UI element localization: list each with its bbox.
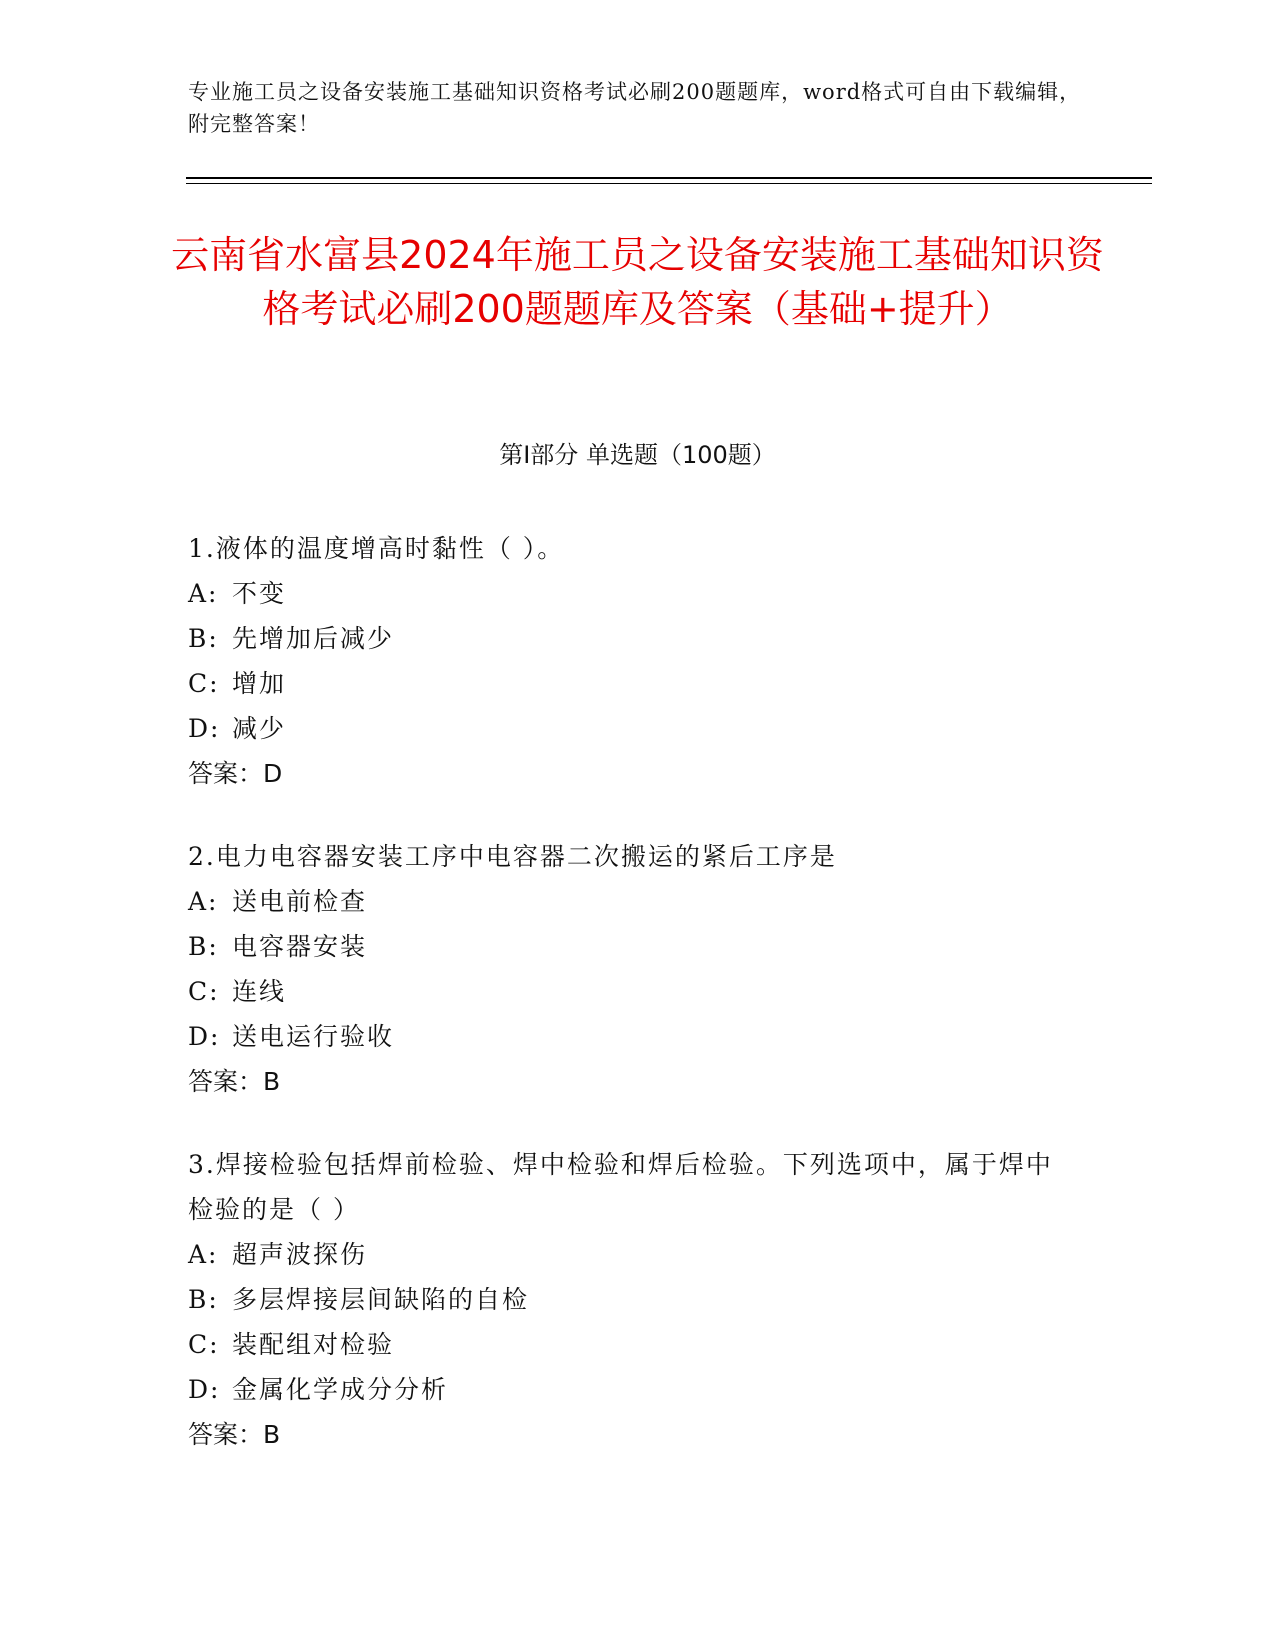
option-text: 多层焊接层间缺陷的自检 (232, 1285, 530, 1314)
option-letter: D: (188, 1022, 221, 1051)
option-letter: A: (188, 1240, 219, 1269)
question-stem: 1.液体的温度增高时黏性（ ）。 (188, 534, 565, 563)
answer-line: 答案：B (188, 1420, 281, 1449)
header-rule-thick (186, 177, 1152, 179)
option-a (188, 879, 1068, 924)
option-text: 增加 (232, 669, 287, 698)
question-2 (188, 834, 1068, 1104)
option-d (188, 706, 1068, 751)
option-letter: C: (188, 977, 220, 1006)
question-stem: 3.焊接检验包括焊前检验、焊中检验和焊后检验。下列选项中，属于焊中检验的是（ ） (188, 1150, 1053, 1224)
header-rule-thin (186, 183, 1152, 184)
question-list (188, 526, 1068, 1495)
document-title: 云南省水富县2024年施工员之设备安装施工基础知识资格考试必刷200题题库及答案（基础+提升） (171, 233, 1104, 331)
option-text: 装配组对检验 (232, 1330, 395, 1359)
option-d (188, 1367, 1068, 1412)
option-letter: C: (188, 1330, 220, 1359)
option-text: 送电运行验收 (232, 1022, 395, 1051)
section-title: 第Ⅰ部分 单选题（100题） (499, 441, 776, 469)
option-a (188, 1232, 1068, 1277)
option-letter: C: (188, 669, 220, 698)
option-text: 送电前检查 (232, 887, 368, 916)
option-letter: B: (188, 932, 219, 961)
option-letter: B: (188, 1285, 219, 1314)
option-letter: A: (188, 887, 219, 916)
option-text: 减少 (232, 714, 287, 743)
option-text: 连线 (232, 977, 287, 1006)
option-text: 不变 (232, 579, 287, 608)
option-text: 电容器安装 (232, 932, 368, 961)
question-1 (188, 526, 1068, 796)
option-letter: B: (188, 624, 219, 653)
option-text: 超声波探伤 (232, 1240, 368, 1269)
answer-line: 答案：B (188, 1067, 281, 1096)
option-d (188, 1014, 1068, 1059)
option-a (188, 571, 1068, 616)
option-c (188, 969, 1068, 1014)
option-letter: D: (188, 714, 221, 743)
option-text: 金属化学成分分析 (232, 1375, 449, 1404)
option-b (188, 616, 1068, 661)
option-c (188, 1322, 1068, 1367)
question-stem: 2.电力电容器安装工序中电容器二次搬运的紧后工序是 (188, 842, 837, 871)
answer-line: 答案：D (188, 759, 283, 788)
option-letter: D: (188, 1375, 221, 1404)
option-b (188, 924, 1068, 969)
option-c (188, 661, 1068, 706)
option-letter: A: (188, 579, 219, 608)
header-note: 专业施工员之设备安装施工基础知识资格考试必刷200题题库，word格式可自由下载编辑，附完整答案！ (188, 80, 1082, 136)
question-3 (188, 1142, 1068, 1457)
option-b (188, 1277, 1068, 1322)
option-text: 先增加后减少 (232, 624, 395, 653)
